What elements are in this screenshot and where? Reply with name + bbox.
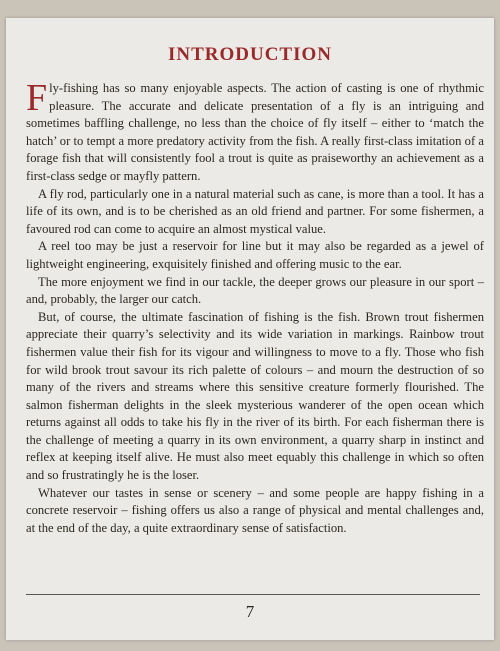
page-title: INTRODUCTION bbox=[167, 44, 333, 65]
paragraph-3: A reel too may be just a reservoir for line but it may also be regarded as a jewel of lightweight engineering, exquisitely finished and offering music to the ear. bbox=[26, 239, 484, 271]
body-text bbox=[26, 77, 484, 537]
paragraph-1 bbox=[26, 77, 484, 186]
paragraph-4: The more enjoyment we find in our tackle, the deeper grows our pleasure in our sport – and, probably, the larger our catch. bbox=[26, 274, 484, 307]
paragraph-1-text: ly-fishing has so many enjoyable aspects. The action of casting is one of rhythmic pleasure. The accurate and delicate presentation of a fly is an intriguing and sometimes baffling challenge, no less than the choice of fly itself – either to ‘match the hatch’ or to tempt a more predatory activity from the fish. A really first-class imitation of a forage fish that will consistently fool a trout is quite as praiseworthy an achievement as a first-class sedge or mayfly pattern. bbox=[26, 81, 484, 183]
book-page bbox=[6, 18, 494, 640]
page-number: 7 bbox=[245, 602, 255, 621]
paragraph-5: But, of course, the ultimate fascination of fishing is the fish. Brown trout fishermen appreciate their quarry’s selectivity and its wide variation in markings. Rainbow trout fishermen value their fish for its vigour and willingness to move to a fly. Those who fish for wild brook trout savour its rich palette of colours – and mourn the destruction of so many of the rivers and streams where this sensitive creature formerly flourished. The salmon fisherman delights in the sleek mysterious wanderer of the open ocean which returns against all odds to take his fly in the river of its birth. For each fisherman there is the challenge of meeting a quarry in its own environment, a quarry sharp in instinct and reflex at keeping itself alive. He must also meet equably this challenge in which so often and so frustratingly he is the loser. bbox=[26, 309, 484, 483]
drop-cap: F bbox=[26, 77, 48, 119]
paragraph-6: Whatever our tastes in sense or scenery – and some people are happy fishing in a concrete reservoir – fishing offers us also a range of physical and mental challenges and, at the end of the day, a quite extraordinary sense of satisfaction. bbox=[26, 485, 484, 535]
paragraph-2: A fly rod, particularly one in a natural material such as cane, is more than a tool. It has a life of its own, and is to be cherished as an old friend and partner. For some fishermen, a favoured rod can come to acquire an almost mystical value. bbox=[26, 186, 484, 236]
footer-rule bbox=[26, 594, 480, 595]
